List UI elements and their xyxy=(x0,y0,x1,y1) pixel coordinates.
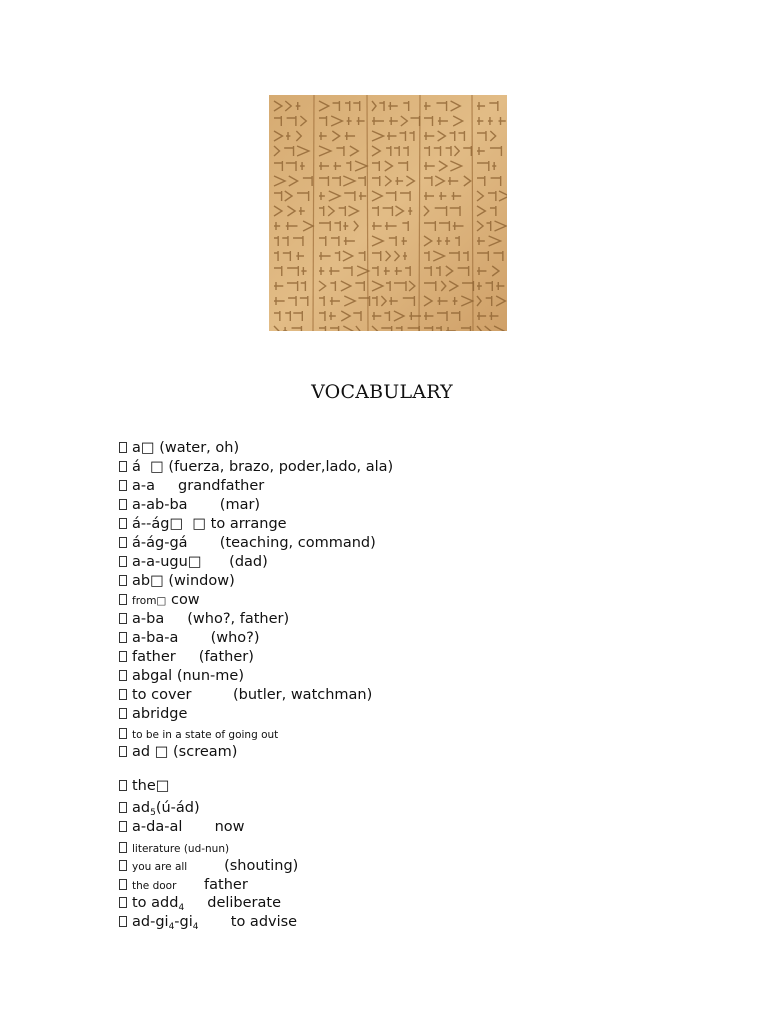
list-item: abgal (nun-me) xyxy=(119,666,244,686)
missing-glyph-icon xyxy=(119,499,127,510)
missing-glyph-icon xyxy=(119,537,127,548)
list-item: ab□ (window) xyxy=(119,571,235,591)
list-item: a-ba (who?, father) xyxy=(119,609,289,629)
list-item: father (father) xyxy=(119,647,254,667)
missing-glyph-icon xyxy=(119,461,127,472)
missing-glyph-icon xyxy=(119,575,127,586)
list-item: the□ xyxy=(119,776,170,796)
list-item: abridge xyxy=(119,704,187,724)
list-item: á-ág-gá (teaching, command) xyxy=(119,533,376,553)
list-item: literature (ud-nun) xyxy=(119,838,229,858)
missing-glyph-icon xyxy=(119,480,127,491)
missing-glyph-icon xyxy=(119,842,127,853)
missing-glyph-icon xyxy=(119,746,127,757)
page-title: VOCABULARY xyxy=(311,381,453,403)
missing-glyph-icon xyxy=(119,802,127,813)
missing-glyph-icon xyxy=(119,518,127,529)
missing-glyph-icon xyxy=(119,780,127,791)
missing-glyph-icon xyxy=(119,651,127,662)
missing-glyph-icon xyxy=(119,708,127,719)
list-item: a-a grandfather xyxy=(119,476,264,496)
missing-glyph-icon xyxy=(119,632,127,643)
list-item: the door father xyxy=(119,875,248,895)
missing-glyph-icon xyxy=(119,556,127,567)
list-item: from□ cow xyxy=(119,590,200,610)
list-item: ad □ (scream) xyxy=(119,742,237,762)
list-item: a□ (water, oh) xyxy=(119,438,239,458)
missing-glyph-icon xyxy=(119,879,127,890)
list-item: a-a-ugu□ (dad) xyxy=(119,552,268,572)
cuneiform-tablet-image xyxy=(269,95,507,331)
list-item: a-da-al now xyxy=(119,817,245,837)
missing-glyph-icon xyxy=(119,916,127,927)
list-item: a-ba-a (who?) xyxy=(119,628,260,648)
list-item: $ad_5(ú-ád)$ xyxy=(119,798,200,818)
missing-glyph-icon xyxy=(119,897,127,908)
missing-glyph-icon xyxy=(119,821,127,832)
list-item: to be in a state of going out xyxy=(119,724,278,744)
missing-glyph-icon xyxy=(119,860,127,871)
list-item: you are all (shouting) xyxy=(119,856,298,876)
missing-glyph-icon xyxy=(119,613,127,624)
list-item: a-ab-ba (mar) xyxy=(119,495,260,515)
missing-glyph-icon xyxy=(119,670,127,681)
missing-glyph-icon xyxy=(119,689,127,700)
list-item: to cover (butler, watchman) xyxy=(119,685,372,705)
missing-glyph-icon xyxy=(119,728,127,739)
list-item: $ad-gi_4-gi_4$ to advise xyxy=(119,912,297,932)
list-item: á □ (fuerza, brazo, poder,lado, ala) xyxy=(119,457,393,477)
list-item: á--ág□ □ to arrange xyxy=(119,514,287,534)
list-item: to add$_4$ deliberate xyxy=(119,893,281,913)
missing-glyph-icon xyxy=(119,594,127,605)
missing-glyph-icon xyxy=(119,442,127,453)
